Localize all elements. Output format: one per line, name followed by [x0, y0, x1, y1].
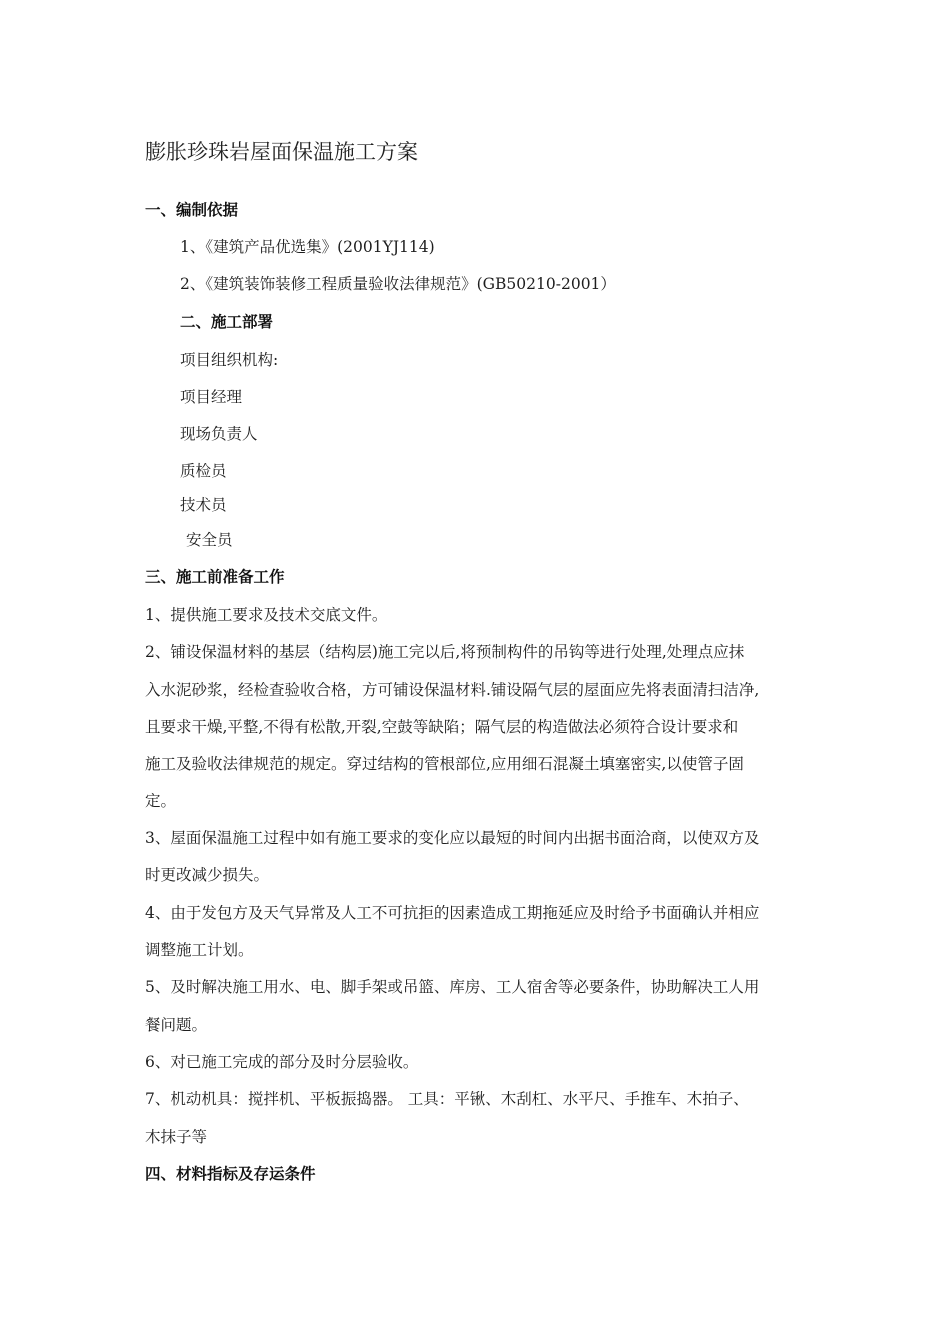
body-line: 4、由于发包方及天气异常及人工不可抗拒的因素造成工期拖延应及时给予书面确认并相应	[145, 904, 760, 922]
body-line: 定。	[145, 792, 177, 810]
body-line: 5、及时解决施工用水、电、脚手架或吊篮、库房、工人宿舍等必要条件，协助解决工人用	[145, 978, 760, 996]
document-title: 膨胀珍珠岩屋面保温施工方案	[145, 140, 418, 164]
body-line: 2、铺设保温材料的基层（结构层)施工完以后,将预制构件的吊钩等进行处理,处理点应抹	[145, 643, 745, 661]
role-item: 项目经理	[180, 388, 243, 406]
role-item: 技术员	[180, 496, 227, 514]
role-item: 质检员	[180, 462, 227, 480]
section-heading-basis: 一、编制依据	[145, 201, 239, 219]
body-line: 3、屋面保温施工过程中如有施工要求的变化应以最短的时间内出据书面洽商，以使双方及	[145, 829, 760, 847]
reference-item: 2、《建筑装饰装修工程质量验收法律规范》(GB50210-2001）	[180, 275, 616, 293]
body-line: 时更改减少损失。	[145, 866, 270, 884]
body-line: 施工及验收法律规范的规定。穿过结构的管根部位,应用细石混凝土填塞密实,以使管子固	[145, 755, 744, 773]
body-line: 入水泥砂浆，经检查验收合格，方可铺设保温材料.铺设隔气层的屋面应先将表面清扫洁净,	[145, 681, 760, 699]
role-item: 现场负责人	[180, 425, 258, 443]
section-heading-materials: 四、材料指标及存运条件	[145, 1165, 316, 1183]
body-line: 1、提供施工要求及技术交底文件。	[145, 606, 388, 624]
body-line: 餐问题。	[145, 1016, 208, 1034]
section-heading-preparation: 三、施工前准备工作	[145, 568, 285, 586]
org-intro: 项目组织机构:	[180, 351, 279, 369]
body-line: 调整施工计划。	[145, 941, 254, 959]
body-line: 7、机动机具：搅拌机、平板振捣器。 工具：平锹、木刮杠、水平尺、手推车、木拍子、	[145, 1090, 749, 1108]
role-item: 安全员	[186, 531, 233, 549]
body-line: 6、对已施工完成的部分及时分层验收。	[145, 1053, 419, 1071]
body-line: 木抹子等	[145, 1128, 208, 1146]
body-line: 且要求干燥,平整,不得有松散,开裂,空鼓等缺陷；隔气层的构造做法必须符合设计要求和	[145, 718, 739, 736]
section-heading-deployment: 二、施工部署	[180, 313, 274, 331]
reference-item: 1、《建筑产品优选集》(2001YJ114)	[180, 238, 435, 256]
